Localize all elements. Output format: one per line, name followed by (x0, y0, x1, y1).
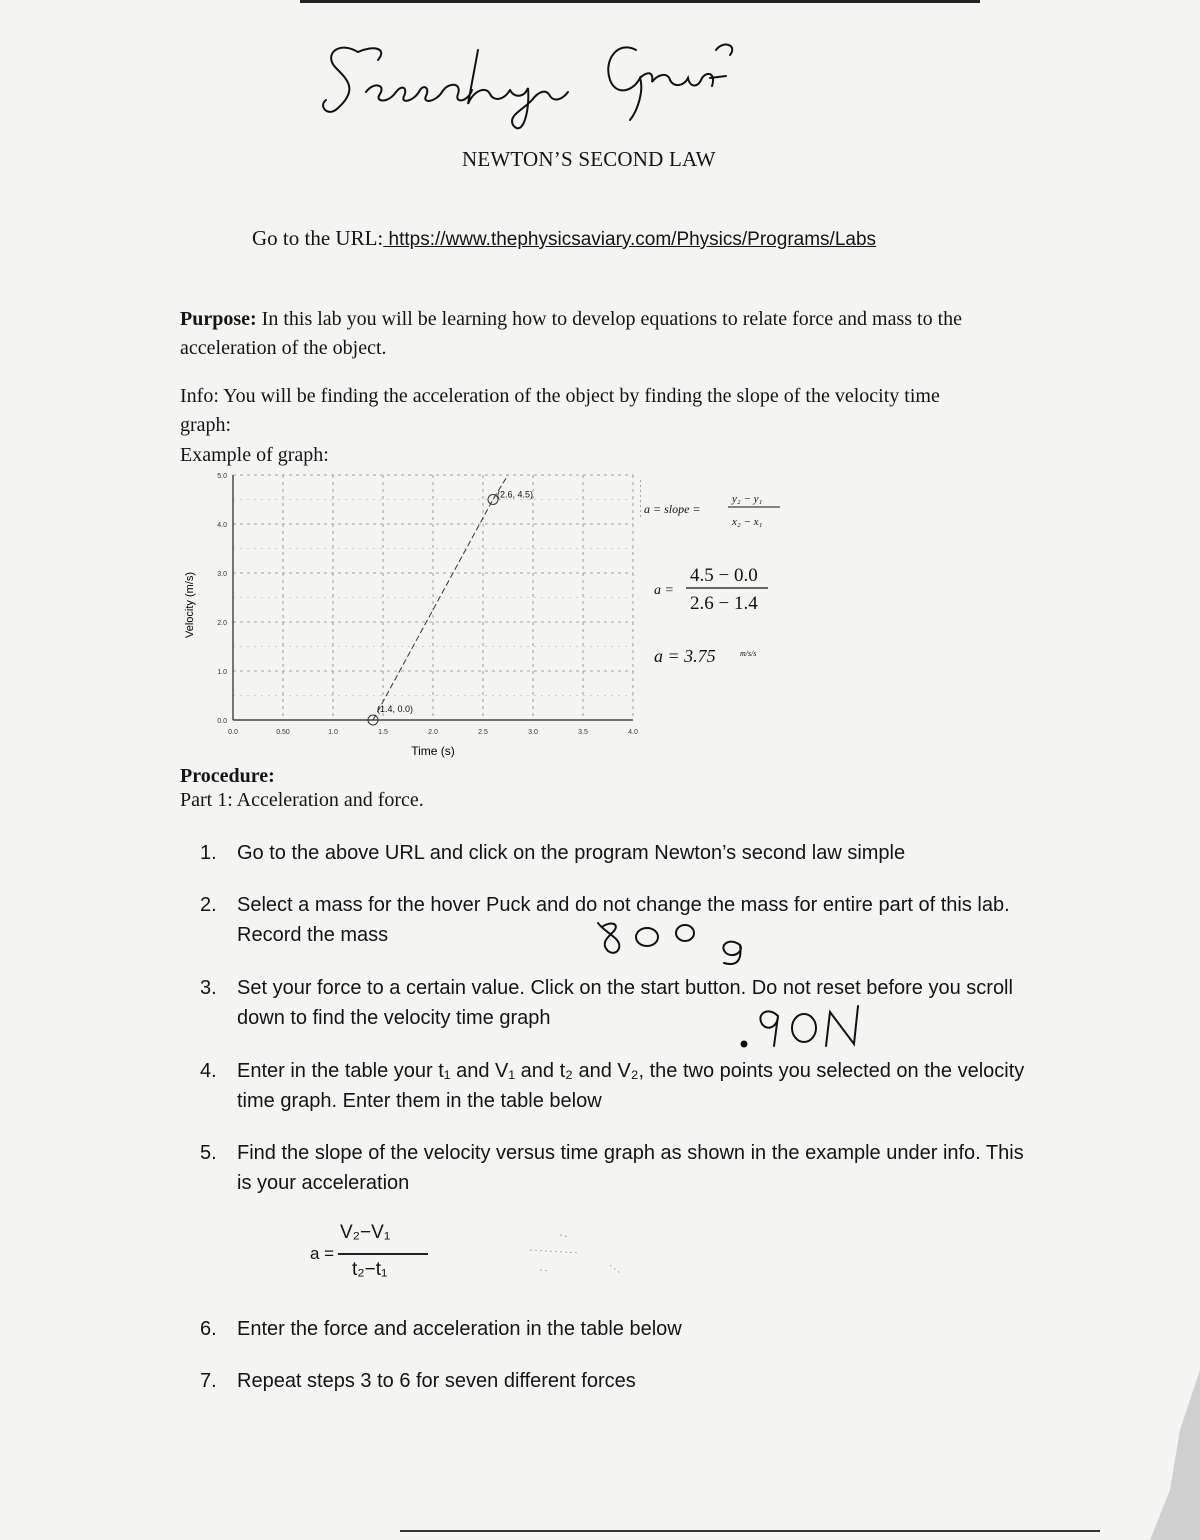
top-rule (300, 0, 980, 3)
equation-lhs: a = (310, 1244, 335, 1263)
equation-numerator: V₂−V₁ (340, 1222, 391, 1243)
y-tick-label: 5.0 (217, 473, 227, 480)
document-title: NEWTON’S SECOND LAW (462, 147, 716, 171)
step-text: Go to the above URL and click on the program Newton’s second law simple (237, 842, 906, 864)
scan-edge-shadow (1140, 1370, 1200, 1540)
step-text: Enter in the table your t₁ and V₁ and t₂ and V₂, the two points you selected on the velocity time graph. Enter them in the table below (237, 1060, 1025, 1112)
purpose-paragraph (180, 305, 1000, 363)
y-tick-label: 1.0 (217, 669, 227, 676)
result-unit: m/s/s (740, 649, 757, 658)
handwritten-force (730, 998, 870, 1058)
step-number: 6. (200, 1318, 217, 1340)
y-tick-labels (217, 473, 227, 725)
info-paragraph: Info: You will be finding the acceleration of the object by finding the slope of the velocity time graph: (180, 385, 940, 436)
slope-formulas (640, 480, 820, 680)
step-text: Repeat steps 3 to 6 for seven different forces (237, 1370, 636, 1392)
step-text: Enter the force and acceleration in the table below (237, 1318, 682, 1340)
step-number: 2. (200, 894, 217, 916)
step-text: Select a mass for the hover Puck and do not change the mass for entire part of this lab. Record the mass (237, 894, 1010, 946)
calc-numerator: 4.5 − 0.0 (690, 565, 758, 586)
a-equals: a = (654, 583, 674, 598)
x-tick-label: 3.0 (528, 729, 538, 736)
graph-grid (233, 475, 633, 720)
x-tick-label: 2.0 (428, 729, 438, 736)
y-tick-label: 4.0 (217, 522, 227, 529)
scan-artifact (520, 1225, 640, 1285)
x-tick-label: 1.5 (378, 729, 388, 736)
step-number: 3. (200, 977, 217, 999)
purpose-text: In this lab you will be learning how to develop equations to relate force and mass to the acceleration of the object. (180, 308, 963, 359)
x-tick-label: 4.0 (628, 729, 638, 736)
handwritten-signature (318, 30, 738, 135)
lab-url-link[interactable]: https://www.thephysicsaviary.com/Physics/Programs/Labs (383, 229, 877, 250)
x-tick-label: 2.5 (478, 729, 488, 736)
bottom-rule (400, 1530, 1100, 1532)
step-number: 5. (200, 1142, 217, 1164)
x-tick-label: 1.0 (328, 729, 338, 736)
procedure-heading: Procedure: (180, 765, 275, 787)
part1-heading: Part 1: Acceleration and force. (180, 789, 424, 811)
y-tick-label: 0.0 (217, 718, 227, 725)
data-point-label: (2.6, 4.5) (497, 489, 534, 500)
step-number: 4. (200, 1060, 217, 1082)
purpose-label: Purpose: (180, 308, 257, 330)
step-text: Set your force to a certain value. Click on the start button. Do not reset before you scroll down to find the velocity time graph (237, 977, 1013, 1029)
url-prefix: Go to the URL: (252, 226, 384, 250)
y-tick-label: 2.0 (217, 620, 227, 627)
acceleration-equation (310, 1222, 450, 1292)
calc-denominator: 2.6 − 1.4 (690, 593, 758, 614)
x-tick-label: 3.5 (578, 729, 588, 736)
velocity-line (373, 475, 508, 720)
step-text: Find the slope of the velocity versus time graph as shown in the example under info. This is your acceleration (237, 1142, 1024, 1194)
point-annotations (368, 490, 533, 726)
velocity-series (373, 475, 508, 720)
x-tick-label: 0.50 (276, 729, 290, 736)
fraction-bar (338, 1253, 428, 1255)
slope-prefix: a = slope = (644, 502, 701, 516)
x-tick-labels (228, 729, 638, 736)
velocity-time-graph (175, 465, 655, 765)
slope-numerator: y₂ − y₁ (732, 493, 763, 505)
example-label: Example of graph: (180, 444, 329, 466)
x-axis-label: Time (s) (411, 744, 455, 758)
url-line (252, 226, 876, 251)
result-value: a = 3.75 (654, 646, 716, 666)
slope-denominator: x₂ − x₁ (732, 516, 763, 528)
x-tick-label: 0.0 (228, 729, 238, 736)
y-axis-label: Velocity (m/s) (184, 571, 196, 639)
step-number: 1. (200, 842, 217, 864)
step-number: 7. (200, 1370, 217, 1392)
equation-denominator: t₂−t₁ (352, 1259, 388, 1280)
handwritten-mass (590, 915, 770, 965)
y-tick-label: 3.0 (217, 571, 227, 578)
data-point-label: (1.4, 0.0) (377, 704, 414, 714)
